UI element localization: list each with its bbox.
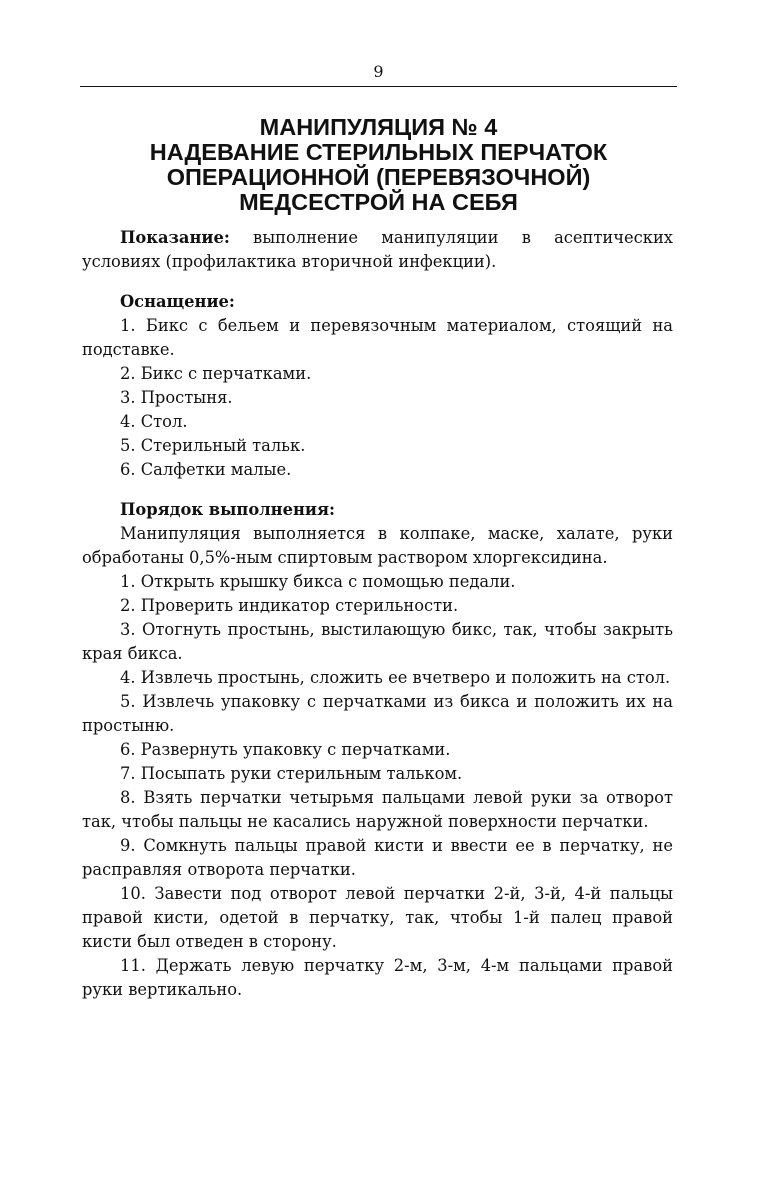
- procedure-step: 10. Завести под отворот левой перчатки 2-й, 3-й, 4-й пальцы правой кисти, одетой в перчатку, так, чтобы 1-й палец правой кисти был отведен в сторону.: [82, 884, 673, 951]
- title-line-1: МАНИПУЛЯЦИЯ № 4: [259, 114, 498, 140]
- manipulation-title: [80, 115, 677, 215]
- procedure-step: 2. Проверить индикатор стерильности.: [120, 596, 459, 615]
- equipment-item: 2. Бикс с перчатками.: [120, 364, 312, 383]
- procedure-intro: Манипуляция выполняется в колпаке, маске, халате, руки обработаны 0,5%-ным спиртовым раствором хлоргексидина.: [82, 524, 673, 567]
- procedure-label: Порядок выполнения:: [120, 500, 335, 519]
- title-line-3: ОПЕРАЦИОННОЙ (ПЕРЕВЯЗОЧНОЙ): [166, 164, 591, 190]
- equipment-item: 4. Стол.: [120, 412, 188, 431]
- indication-paragraph: [82, 226, 673, 274]
- indication-label: Показание:: [120, 228, 230, 247]
- procedure-step: 4. Извлечь простынь, сложить ее вчетверо и положить на стол.: [120, 668, 671, 687]
- procedure-step: 6. Развернуть упаковку с перчатками.: [120, 740, 451, 759]
- equipment-item: 3. Простыня.: [120, 388, 233, 407]
- procedure-step: 8. Взять перчатки четырьмя пальцами левой руки за отворот так, чтобы пальцы не касались наружной поверхности перчатки.: [82, 788, 673, 831]
- page-number: 9: [373, 62, 384, 81]
- procedure-step: 7. Посыпать руки стерильным тальком.: [120, 764, 463, 783]
- indication-text: выполнение манипуляции в асептических условиях (профилактика вторичной инфекции).: [82, 228, 673, 271]
- procedure-step: 3. Отогнуть простынь, выстилающую бикс, так, чтобы закрыть края бикса.: [82, 620, 673, 663]
- procedure-step: 11. Держать левую перчатку 2-м, 3-м, 4-м пальцами правой руки вертикально.: [82, 956, 673, 999]
- title-line-4: МЕДСЕСТРОЙ НА СЕБЯ: [239, 189, 518, 215]
- procedure-step: 9. Сомкнуть пальцы правой кисти и ввести ее в перчатку, не расправляя отворота перчатки.: [82, 836, 673, 879]
- header-rule: [80, 86, 677, 87]
- equipment-label: Оснащение:: [120, 292, 235, 311]
- equipment-item: 5. Стерильный тальк.: [120, 436, 306, 455]
- equipment-item: 6. Салфетки малые.: [120, 460, 292, 479]
- procedure-step: 1. Открыть крышку бикса с помощью педали.: [120, 572, 516, 591]
- procedure-step: 5. Извлечь упаковку с перчатками из бикса и положить их на простыню.: [82, 692, 673, 735]
- body-text: [82, 226, 673, 1002]
- title-line-2: НАДЕВАНИЕ СТЕРИЛЬНЫХ ПЕРЧАТОК: [149, 139, 608, 165]
- equipment-item: 1. Бикс с бельем и перевязочным материалом, стоящий на подставке.: [82, 316, 673, 359]
